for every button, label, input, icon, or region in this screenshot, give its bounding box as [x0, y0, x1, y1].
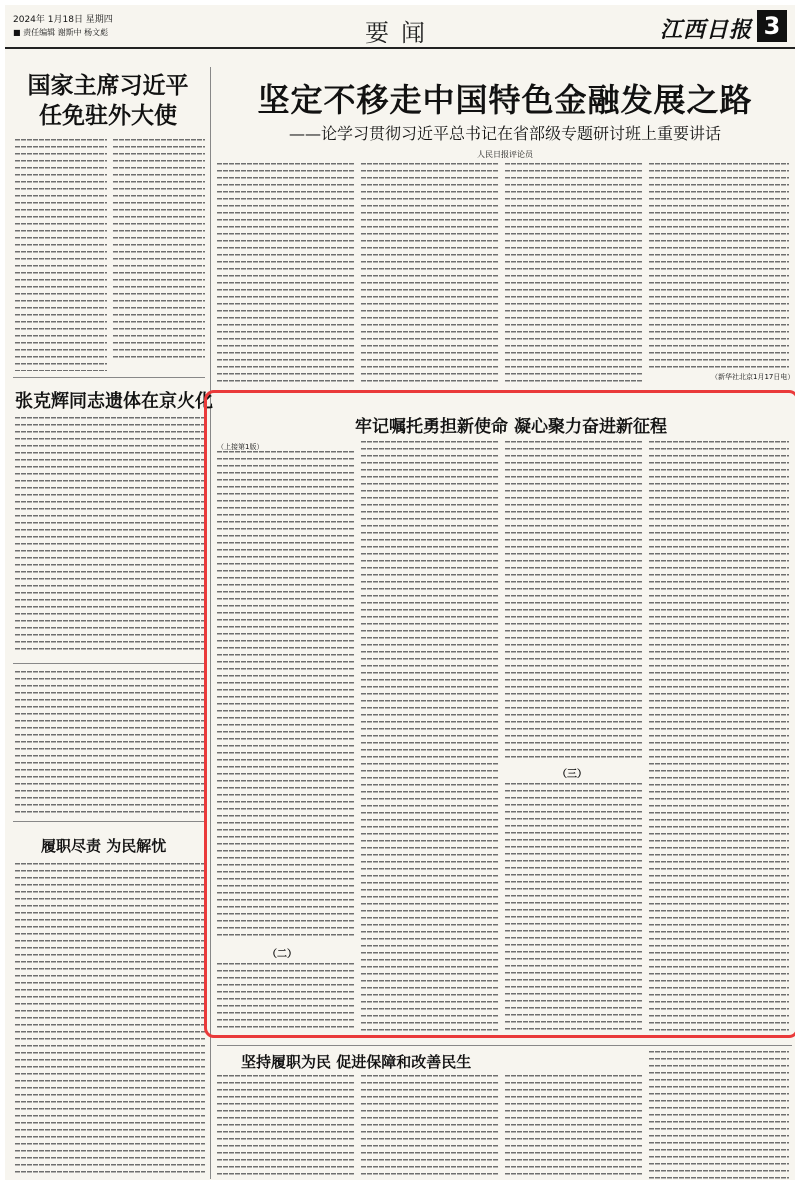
finance-subtitle: ——论学习贯彻习近平总书记在省部级专题研讨班上重要讲话	[288, 124, 721, 143]
left-middle-body	[15, 671, 205, 815]
finance-body-col3	[505, 163, 643, 385]
inspiration-body-col3b	[505, 783, 643, 1031]
livelihood-body-col2	[361, 1075, 499, 1179]
livelihood-body-col1	[217, 1075, 355, 1179]
newspaper-logo: 江西日报	[660, 17, 753, 43]
inspiration-subhead-3: （三）	[557, 769, 587, 780]
section-divider-top	[13, 377, 205, 378]
finance-body-col2	[361, 163, 499, 385]
editor-credit: ■ 责任编辑 谢斯中 杨文彪	[13, 28, 109, 37]
finance-byline: 人民日报评论员	[477, 150, 533, 159]
inspiration-body-col3a	[505, 441, 643, 759]
duties-headline: 履职尽责 为民解忧	[41, 837, 167, 855]
funeral-headline: 张克辉同志遗体在京火化	[15, 391, 213, 412]
ambassador-headline: 国家主席习近平 任免驻外大使	[27, 73, 189, 129]
finance-body-col4	[649, 163, 789, 369]
inspiration-headline: 牢记嘱托勇担新使命 凝心聚力奋进新征程	[355, 417, 667, 437]
section-divider-bottom	[217, 1045, 792, 1046]
masthead	[5, 5, 795, 49]
newspaper-page	[5, 5, 795, 1180]
funeral-body	[15, 417, 205, 655]
finance-body-col1	[217, 163, 355, 385]
finance-dateline: （新华社北京1月17日电）	[711, 373, 795, 381]
inspiration-body-col1	[217, 451, 355, 939]
page-number: 3	[757, 10, 787, 42]
ambassador-body-col1	[15, 139, 107, 371]
ambassador-body-col2	[113, 139, 205, 361]
livelihood-body-col4	[649, 1051, 789, 1179]
livelihood-headline: 坚持履职为民 促进保障和改善民生	[241, 1053, 472, 1071]
section-divider-mid	[13, 663, 205, 664]
issue-date: 2024年 1月18日 星期四	[13, 15, 113, 25]
inspiration-body-col4	[649, 441, 789, 1031]
livelihood-body-col3	[505, 1075, 643, 1179]
inspiration-subhead-2: （二）	[267, 949, 297, 960]
duties-body	[15, 863, 205, 1175]
finance-headline: 坚定不移走中国特色金融发展之路	[257, 81, 753, 119]
inspiration-body-col2	[361, 441, 499, 1031]
section-divider-lower	[13, 821, 205, 822]
inspiration-body-col1b	[217, 963, 355, 1031]
inspiration-dateline: （上接第1版）	[217, 443, 264, 451]
section-name: 要闻	[365, 19, 437, 47]
